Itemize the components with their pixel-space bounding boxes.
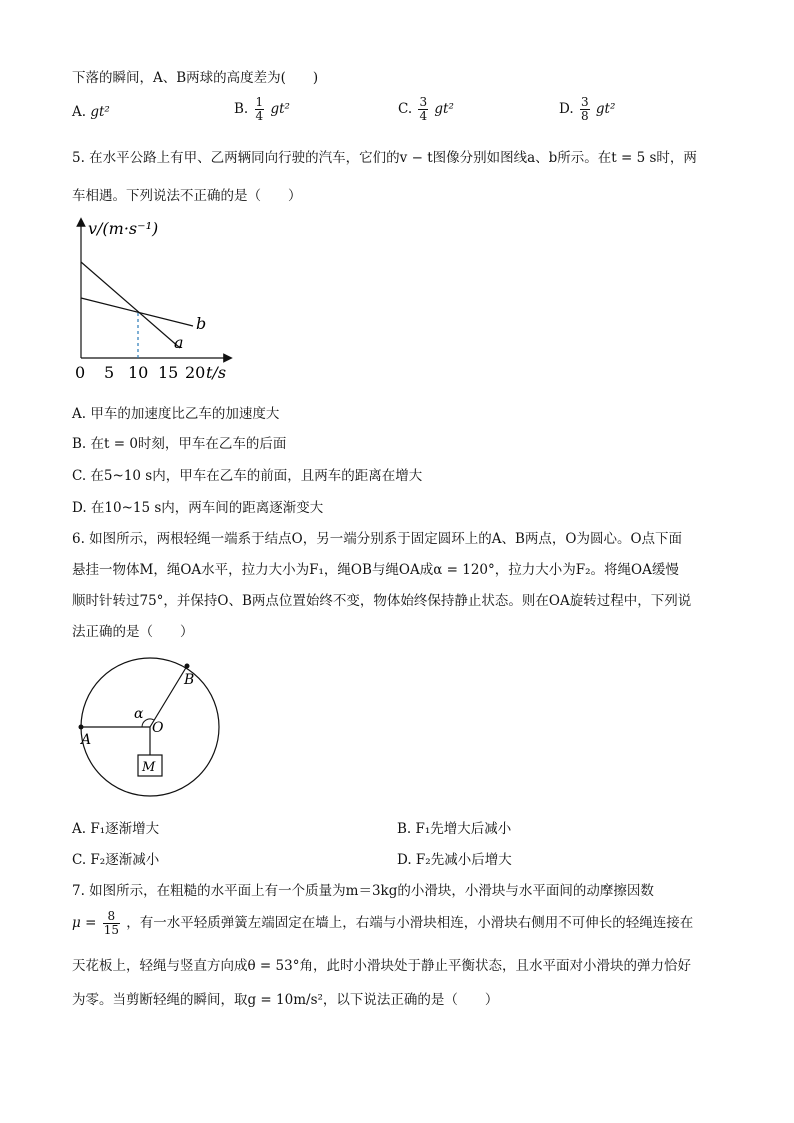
q4-option-a-label: A. bbox=[72, 104, 87, 120]
q6-ring-figure bbox=[72, 656, 228, 804]
q4-option-c-expr: gt² bbox=[434, 101, 454, 117]
q4-option-b-den: 4 bbox=[255, 109, 264, 123]
q5-option-c: C. 在5~10 s内，甲车在乙车的前面，且两车的距离在增大 bbox=[72, 468, 423, 484]
q4-option-b-fraction bbox=[255, 96, 265, 123]
q6-stem-line-3: 顺时针转过75°，并保持O、B两点位置始终不变，物体始终保持静止状态。则在OA旋转过程中，下列说 bbox=[72, 593, 692, 609]
q6-stem-line-2: 悬挂一物体M，绳OA水平，拉力大小为F₁，绳OB与绳OA成α = 120°，拉力大小为F₂。将绳OA缓慢 bbox=[72, 562, 679, 578]
q4-option-b-label: B. bbox=[234, 101, 249, 117]
q7-stem-line-2-text: ，有一水平轻质弹簧左端固定在墙上，右端与小滑块相连，小滑块右侧用不可伸长的轻绳连接在 bbox=[126, 915, 694, 931]
q6-label-alpha: α bbox=[134, 706, 144, 722]
q4-option-d-fraction bbox=[580, 96, 590, 123]
q5-tick-5: 5 bbox=[104, 363, 115, 382]
q5-xlabel: t/s bbox=[206, 363, 227, 382]
q4-option-b-num: 1 bbox=[255, 95, 264, 109]
q4-option-c-den: 4 bbox=[419, 109, 428, 123]
q6-option-c: C. F₂逐渐减小 bbox=[72, 852, 160, 868]
q6-stem-line-4: 法正确的是（ ） bbox=[72, 624, 194, 640]
q7-stem-line-1: 7. 如图所示，在粗糙的水平面上有一个质量为m＝3kg的小滑块，小滑块与水平面间的动摩擦因数 bbox=[72, 883, 654, 899]
q4-option-b-expr: gt² bbox=[270, 101, 290, 117]
question-intro-line: 下落的瞬间，A、B两球的高度差为( ) bbox=[72, 70, 319, 86]
q4-option-a bbox=[72, 104, 110, 120]
q7-mu-num: 8 bbox=[103, 910, 120, 924]
q4-option-b bbox=[234, 96, 290, 123]
q6-option-b: B. F₁先增大后减小 bbox=[397, 821, 512, 837]
q5-line-b bbox=[81, 298, 193, 326]
q7-mu-symbol: μ = bbox=[72, 915, 97, 931]
q5-line-a-label: a bbox=[174, 333, 184, 352]
q5-line-a bbox=[81, 262, 180, 348]
q7-stem-line-3: 天花板上，轻绳与竖直方向成θ = 53°角，此时小滑块处于静止平衡状态，且水平面对小滑块的弹力恰好 bbox=[72, 958, 691, 974]
q6-point-b bbox=[185, 664, 190, 669]
q5-stem-line-2: 车相遇。下列说法不正确的是（ ） bbox=[72, 188, 302, 204]
q6-rope-ob bbox=[150, 666, 187, 727]
q4-option-a-expr: gt² bbox=[90, 104, 110, 120]
q7-stem-line-2 bbox=[72, 910, 693, 937]
q4-option-c-num: 3 bbox=[419, 95, 428, 109]
q4-option-d-num: 3 bbox=[580, 95, 589, 109]
q4-option-d-expr: gt² bbox=[595, 101, 616, 117]
q4-option-d bbox=[559, 96, 615, 123]
q5-tick-15: 15 bbox=[158, 363, 179, 382]
q4-option-c-fraction bbox=[418, 96, 428, 123]
q7-mu-fraction bbox=[103, 910, 120, 937]
q6-point-a bbox=[79, 725, 84, 730]
q5-line-b-label: b bbox=[196, 314, 207, 333]
q4-option-d-label: D. bbox=[559, 101, 574, 117]
q4-option-c-label: C. bbox=[398, 101, 413, 117]
q5-vt-graph bbox=[70, 212, 240, 384]
q5-option-b: B. 在t = 0时刻，甲车在乙车的后面 bbox=[72, 436, 287, 452]
q4-option-c bbox=[398, 96, 454, 123]
q6-stem-line-1: 6. 如图所示，两根轻绳一端系于结点O，另一端分别系于固定圆环上的A、B两点，O为圆心。O点下面 bbox=[72, 531, 683, 547]
q4-option-d-den: 8 bbox=[580, 109, 589, 123]
q6-label-o: O bbox=[152, 720, 164, 736]
q7-stem-line-4: 为零。当剪断轻绳的瞬间，取g = 10m/s²，以下说法正确的是（ ） bbox=[72, 992, 499, 1008]
q6-label-a: A bbox=[81, 732, 92, 748]
q6-label-b: B bbox=[184, 672, 195, 688]
q5-option-d: D. 在10~15 s内，两车间的距离逐渐变大 bbox=[72, 500, 324, 516]
q5-option-a: A. 甲车的加速度比乙车的加速度大 bbox=[72, 406, 280, 422]
q5-ylabel: v/(m·s⁻¹) bbox=[88, 219, 159, 238]
q7-mu-den: 15 bbox=[103, 923, 119, 937]
q6-option-d: D. F₂先减小后增大 bbox=[397, 852, 512, 868]
q6-option-a: A. F₁逐渐增大 bbox=[72, 821, 160, 837]
q5-stem-line-1: 5. 在水平公路上有甲、乙两辆同向行驶的汽车，它们的v − t图像分别如图线a、b所示。在t = 5 s时，两 bbox=[72, 150, 697, 166]
q6-label-m: M bbox=[142, 760, 156, 775]
q5-tick-10: 10 bbox=[128, 363, 149, 382]
q5-tick-20: 20 bbox=[185, 363, 206, 382]
q5-origin-label: 0 bbox=[75, 363, 86, 382]
